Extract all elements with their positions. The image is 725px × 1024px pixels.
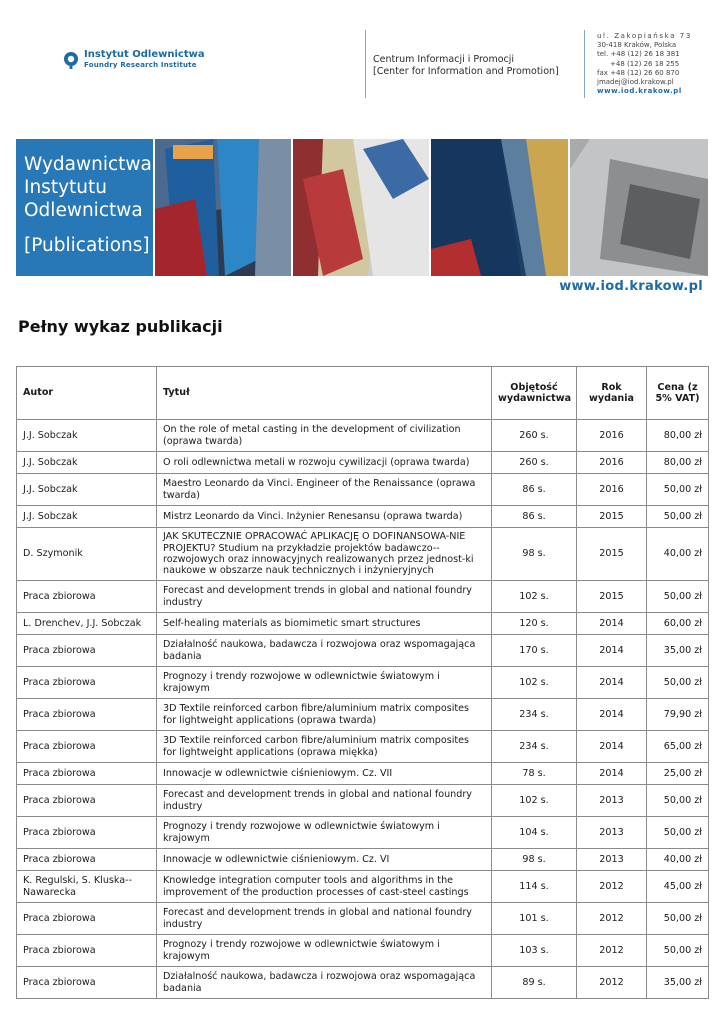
cell-tytul: 3D Textile reinforced carbon fibre/aluminium matrix composites for lightweight applications (oprawa miękka) — [157, 731, 492, 763]
cell-rok: 2015 — [577, 528, 647, 581]
table-row — [17, 967, 709, 999]
centrum-block — [373, 54, 559, 78]
centrum-name-pl: Centrum Informacji i Promocji — [373, 54, 515, 65]
cell-autor: Praca zbiorowa — [17, 817, 157, 849]
address-block — [597, 32, 692, 96]
cell-tytul: Innowacje w odlewnictwie ciśnieniowym. Cz. VII — [157, 763, 492, 785]
cell-autor: Praca zbiorowa — [17, 785, 157, 817]
address-tel: tel. +48 (12) 26 18 381 — [597, 50, 680, 59]
cell-rok: 2014 — [577, 699, 647, 731]
cell-tytul: Prognozy i trendy rozwojowe w odlewnictwie światowym i krajowym — [157, 667, 492, 699]
table-row — [17, 935, 709, 967]
cell-objetosc: 102 s. — [492, 785, 577, 817]
banner-title-line: Wydawnictwa — [24, 154, 152, 175]
cell-autor: Praca zbiorowa — [17, 763, 157, 785]
cell-autor: J.J. Sobczak — [17, 474, 157, 506]
table-row — [17, 699, 709, 731]
cell-objetosc: 170 s. — [492, 635, 577, 667]
banner-title-line: Instytutu — [24, 177, 107, 198]
table-row — [17, 581, 709, 613]
cell-objetosc: 120 s. — [492, 613, 577, 635]
cell-objetosc: 234 s. — [492, 699, 577, 731]
banner-photo-prace — [570, 139, 708, 276]
cell-objetosc: 260 s. — [492, 452, 577, 474]
cell-cena: 40,00 zł — [647, 849, 709, 871]
cell-objetosc: 101 s. — [492, 903, 577, 935]
table-row — [17, 903, 709, 935]
cell-cena: 50,00 zł — [647, 474, 709, 506]
cell-rok: 2012 — [577, 935, 647, 967]
cell-autor: Praca zbiorowa — [17, 581, 157, 613]
banner-photo-papers — [293, 139, 429, 276]
banner-title-line: Odlewnictwa — [24, 200, 143, 221]
cell-tytul: Self-healing materials as biomimetic smart structures — [157, 613, 492, 635]
cell-cena: 80,00 zł — [647, 420, 709, 452]
cell-rok: 2012 — [577, 903, 647, 935]
page-title: Pełny wykaz publikacji — [18, 317, 223, 336]
cell-tytul: Mistrz Leonardo da Vinci. Inżynier Renesansu (oprawa twarda) — [157, 506, 492, 528]
cell-objetosc: 98 s. — [492, 849, 577, 871]
table-row — [17, 506, 709, 528]
table-row — [17, 667, 709, 699]
cell-rok: 2016 — [577, 420, 647, 452]
logo-name: Instytut Odlewnictwa — [84, 49, 205, 60]
cell-cena: 50,00 zł — [647, 817, 709, 849]
cell-cena: 65,00 zł — [647, 731, 709, 763]
cell-tytul: Knowledge integration computer tools and algorithms in the improvement of the production processes of cast-steel castings — [157, 871, 492, 903]
cell-objetosc: 234 s. — [492, 731, 577, 763]
cell-rok: 2015 — [577, 581, 647, 613]
cell-autor: Praca zbiorowa — [17, 903, 157, 935]
table-header-row — [17, 367, 709, 420]
cell-tytul: Prognozy i trendy rozwojowe w odlewnictwie światowym i krajowym — [157, 935, 492, 967]
cell-rok: 2014 — [577, 635, 647, 667]
cell-rok: 2016 — [577, 474, 647, 506]
cell-tytul: Forecast and development trends in global and national foundry industry — [157, 581, 492, 613]
cell-autor: K. Regulski, S. Kluska--Nawarecka — [17, 871, 157, 903]
cell-autor: J.J. Sobczak — [17, 506, 157, 528]
table-row — [17, 871, 709, 903]
header-divider — [584, 30, 585, 98]
cell-tytul: Maestro Leonardo da Vinci. Engineer of the Renaissance (oprawa twarda) — [157, 474, 492, 506]
centrum-name-en: [Center for Information and Promotion] — [373, 66, 559, 77]
banner-photo-raport — [431, 139, 568, 276]
cell-cena: 50,00 zł — [647, 935, 709, 967]
table-row — [17, 528, 709, 581]
cell-objetosc: 89 s. — [492, 967, 577, 999]
cell-cena: 50,00 zł — [647, 667, 709, 699]
cell-autor: Praca zbiorowa — [17, 635, 157, 667]
logo-subtitle: Foundry Research Institute — [84, 61, 197, 69]
cell-autor: D. Szymonik — [17, 528, 157, 581]
cell-rok: 2016 — [577, 452, 647, 474]
cell-objetosc: 103 s. — [492, 935, 577, 967]
address-street: ul. Zakopiańska 73 — [597, 32, 692, 40]
cell-autor: J.J. Sobczak — [17, 420, 157, 452]
cell-tytul: Forecast and development trends in global and national foundry industry — [157, 903, 492, 935]
cell-cena: 50,00 zł — [647, 506, 709, 528]
cell-autor: Praca zbiorowa — [17, 849, 157, 871]
table-row — [17, 731, 709, 763]
cell-objetosc: 86 s. — [492, 506, 577, 528]
cell-objetosc: 86 s. — [492, 474, 577, 506]
banner-title-line: [Publications] — [24, 235, 150, 256]
banner-website-link[interactable]: www.iod.krakow.pl — [559, 279, 703, 294]
banner-title-block — [16, 139, 153, 276]
cell-autor: Praca zbiorowa — [17, 731, 157, 763]
cell-rok: 2014 — [577, 731, 647, 763]
address-fax: fax +48 (12) 26 60 870 — [597, 68, 680, 77]
cell-tytul: On the role of metal casting in the development of civilization (oprawa twarda) — [157, 420, 492, 452]
cell-cena: 80,00 zł — [647, 452, 709, 474]
cell-autor: L. Drenchev, J.J. Sobczak — [17, 613, 157, 635]
cell-rok: 2013 — [577, 817, 647, 849]
cell-autor: Praca zbiorowa — [17, 667, 157, 699]
table-row — [17, 452, 709, 474]
table-row — [17, 785, 709, 817]
page-header — [0, 0, 725, 110]
address-email[interactable]: jmadej@iod.krakow.pl — [597, 78, 674, 87]
cell-rok: 2012 — [577, 967, 647, 999]
cell-objetosc: 98 s. — [492, 528, 577, 581]
cell-tytul: 3D Textile reinforced carbon fibre/aluminium matrix composites for lightweight applications (oprawa twarda) — [157, 699, 492, 731]
table-row — [17, 817, 709, 849]
cell-objetosc: 260 s. — [492, 420, 577, 452]
cell-autor: J.J. Sobczak — [17, 452, 157, 474]
cell-cena: 40,00 zł — [647, 528, 709, 581]
cell-tytul: Forecast and development trends in global and national foundry industry — [157, 785, 492, 817]
publications-table — [16, 366, 709, 999]
cell-rok: 2015 — [577, 506, 647, 528]
cell-objetosc: 102 s. — [492, 581, 577, 613]
cell-rok: 2013 — [577, 849, 647, 871]
cell-tytul: Innowacje w odlewnictwie ciśnieniowym. Cz. VI — [157, 849, 492, 871]
publications-banner — [16, 139, 708, 276]
cell-tytul: Prognozy i trendy rozwojowe w odlewnictwie światowym i krajowym — [157, 817, 492, 849]
cell-rok: 2013 — [577, 785, 647, 817]
institute-logo-icon — [62, 51, 80, 69]
cell-autor: Praca zbiorowa — [17, 935, 157, 967]
cell-objetosc: 102 s. — [492, 667, 577, 699]
cell-cena: 50,00 zł — [647, 785, 709, 817]
column-header-rok: Rok wydania — [577, 367, 647, 420]
column-header-tytul: Tytuł — [157, 367, 492, 420]
cell-autor: Praca zbiorowa — [17, 699, 157, 731]
cell-tytul: JAK SKUTECZNIE OPRACOWAĆ APLIKACJĘ O DOFINANSOWA-NIE PROJEKTU? Studium na przykładzie projektów badawczo--rozwojowych oraz innowacyjnych realizowanych przez jednost-ki naukowe w obszarze nauk technicznych i inżynieryjnych — [157, 528, 492, 581]
cell-cena: 35,00 zł — [647, 635, 709, 667]
cell-autor: Praca zbiorowa — [17, 967, 157, 999]
table-row — [17, 635, 709, 667]
column-header-cena: Cena (z 5% VAT) — [647, 367, 709, 420]
cell-tytul: O roli odlewnictwa metali w rozwoju cywilizacji (oprawa twarda) — [157, 452, 492, 474]
column-header-autor: Autor — [17, 367, 157, 420]
table-row — [17, 763, 709, 785]
cell-cena: 35,00 zł — [647, 967, 709, 999]
cell-rok: 2014 — [577, 667, 647, 699]
address-tel-2: +48 (12) 26 18 255 — [610, 59, 680, 68]
address-city: 30-418 Kraków, Polska — [597, 41, 677, 50]
column-header-objetosc: Objętość wydawnictwa — [492, 367, 577, 420]
cell-cena: 25,00 zł — [647, 763, 709, 785]
cell-tytul: Działalność naukowa, badawcza i rozwojowa oraz wspomagająca badania — [157, 967, 492, 999]
cell-cena: 50,00 zł — [647, 581, 709, 613]
cell-rok: 2012 — [577, 871, 647, 903]
table-row — [17, 849, 709, 871]
table-row — [17, 613, 709, 635]
cell-rok: 2014 — [577, 763, 647, 785]
table-row — [17, 474, 709, 506]
table-row — [17, 420, 709, 452]
cell-objetosc: 104 s. — [492, 817, 577, 849]
cell-cena: 79,90 zł — [647, 699, 709, 731]
cell-objetosc: 78 s. — [492, 763, 577, 785]
cell-tytul: Działalność naukowa, badawcza i rozwojowa oraz wspomagająca badania — [157, 635, 492, 667]
cell-objetosc: 114 s. — [492, 871, 577, 903]
banner-photo-books — [155, 139, 291, 276]
cell-cena: 50,00 zł — [647, 903, 709, 935]
cell-cena: 45,00 zł — [647, 871, 709, 903]
address-website[interactable]: www.iod.krakow.pl — [597, 87, 682, 96]
header-divider — [365, 30, 366, 98]
cell-rok: 2014 — [577, 613, 647, 635]
cell-cena: 60,00 zł — [647, 613, 709, 635]
institute-logo[interactable] — [62, 50, 205, 70]
